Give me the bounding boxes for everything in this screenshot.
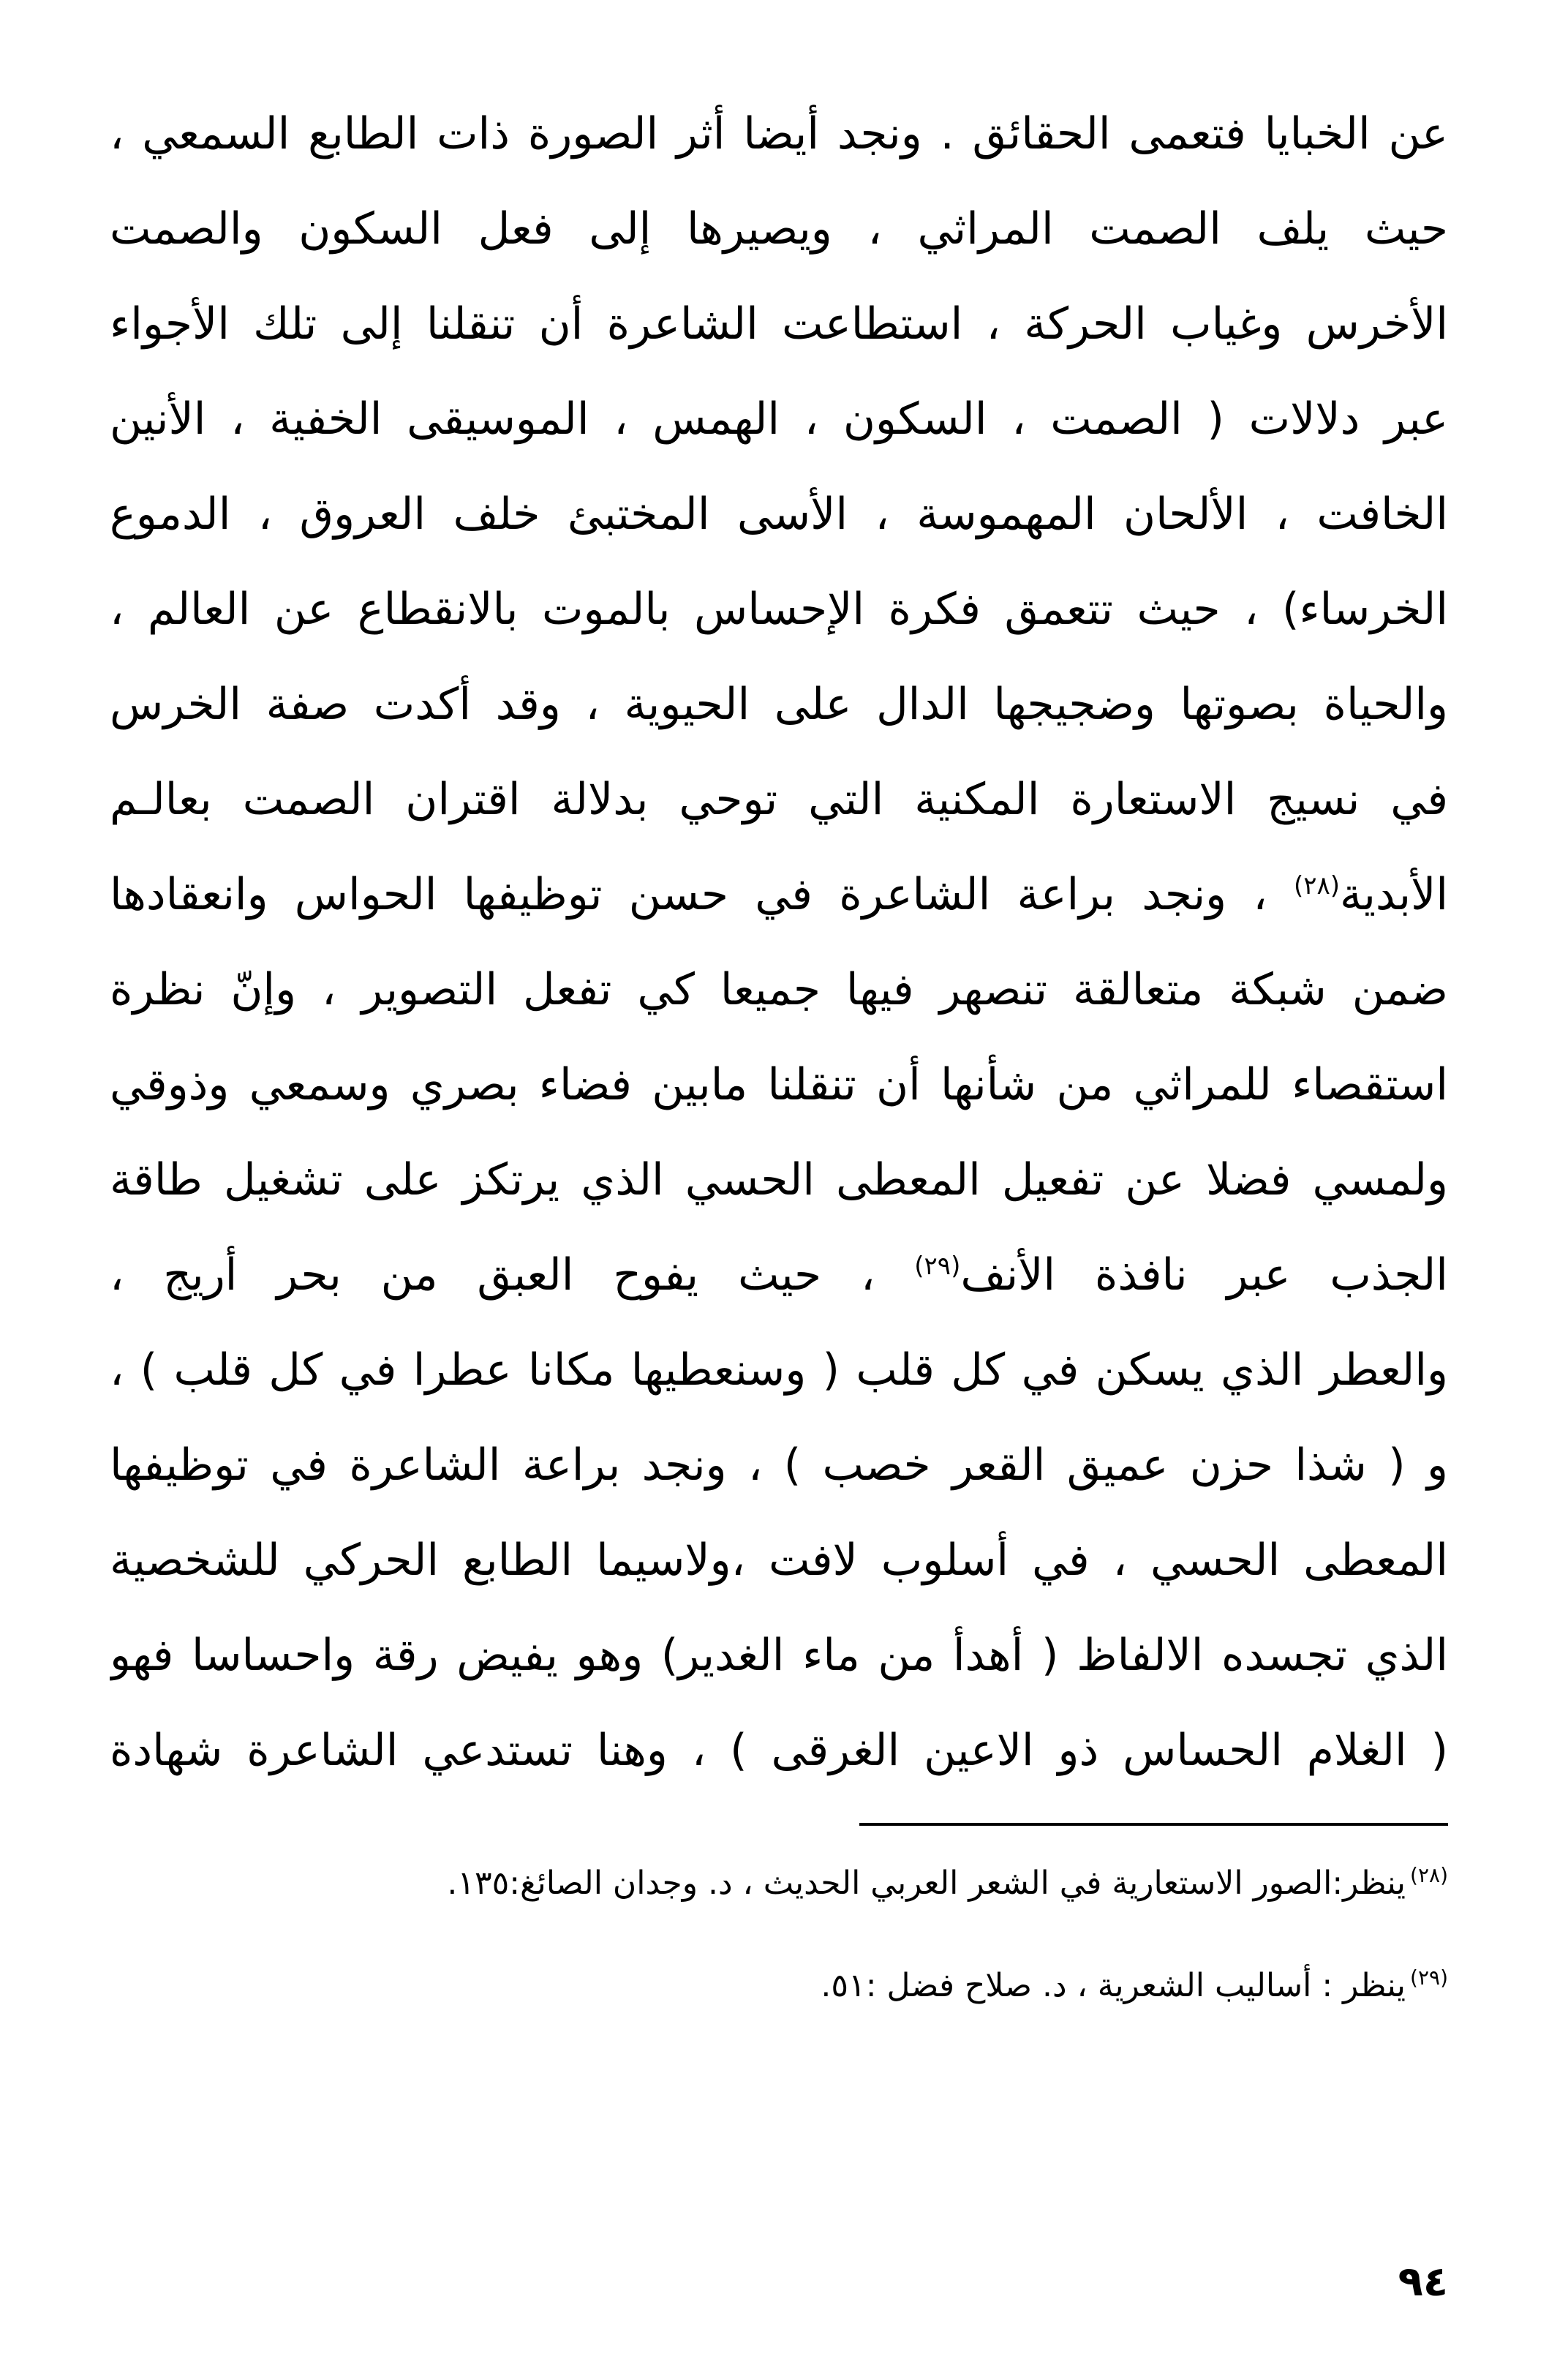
footnote-number: (٢٨) xyxy=(1410,1863,1448,1888)
text-line: و ( شذا حزن عميق القعر خصب ) ، ونجد براعة الشاعرة في توظيفها xyxy=(110,1440,1448,1491)
footnote-separator xyxy=(859,1823,1448,1826)
text-line: الخرساء) ، حيث تتعمق فكرة الإحساس بالموت بالانقطاع عن العالم ، xyxy=(110,584,1448,635)
text-line: عبر دلالات ( الصمت ، السكون ، الهمس ، الموسيقى الخفية ، الأنين xyxy=(110,394,1448,445)
footnote-text: ينظر:الصور الاستعارية في الشعر العربي الحديث ، د. وجدان الصائغ:١٣٥. xyxy=(447,1865,1406,1902)
text-line: والحياة بصوتها وضجيجها الدال على الحيوية ، وقد أكدت صفة الخرس xyxy=(110,679,1448,730)
footnotes xyxy=(110,1854,1448,2015)
footnote-29 xyxy=(110,1957,1448,2015)
line-text-after-ref: ، حيث يفوح العبق من بحر أريج ، xyxy=(110,1249,915,1301)
text-line: والعطر الذي يسكن في كل قلب ( وسنعطيها مكانا عطرا في كل قلب ) ، xyxy=(110,1344,1448,1396)
footnote-reference[interactable]: (٢٨) xyxy=(1293,871,1341,900)
text-line: ضمن شبكة متعالقة تنصهر فيها جميعا كي تفعل التصوير ، وإنّ نظرة xyxy=(110,964,1448,1015)
line-text-before-ref: الجذب عبر نافذة الأنف xyxy=(960,1249,1448,1301)
footnote-text: ينظر : أساليب الشعرية ، د. صلاح فضل :٥١. xyxy=(821,1967,1406,2004)
body-text xyxy=(110,86,1448,1798)
footnote-number: (٢٩) xyxy=(1410,1965,1448,1990)
text-line-with-footnote-ref xyxy=(110,1227,1448,1323)
text-line: استقصاء للمراثي من شأنها أن تنقلنا مابين فضاء بصري وسمعي وذوقي xyxy=(110,1059,1448,1110)
text-line: المعطى الحسي ، في أسلوب لافت ،ولاسيما الطابع الحركي للشخصية xyxy=(110,1535,1448,1586)
line-text-after-ref: ، ونجد براعة الشاعرة في حسن توظيفها الحواس وانعقادها xyxy=(110,869,1294,920)
text-line-with-footnote-ref xyxy=(110,847,1448,942)
text-line: الخافت ، الألحان المهموسة ، الأسى المختبئ خلف العروق ، الدموع xyxy=(110,489,1448,540)
footnote-reference[interactable]: (٢٩) xyxy=(914,1252,961,1281)
footnote-28 xyxy=(110,1854,1448,1913)
text-line: ولمسي فضلا عن تفعيل المعطى الحسي الذي يرتكز على تشغيل طاقة xyxy=(110,1154,1448,1205)
line-text-before-ref: الأبدية xyxy=(1340,869,1448,920)
text-line: الذي تجسده الالفاظ ( أهدأ من ماء الغدير) وهو يفيض رقة واحساسا فهو xyxy=(110,1630,1448,1681)
text-line: ( الغلام الحساس ذو الاعين الغرقى ) ، وهنا تستدعي الشاعرة شهادة xyxy=(110,1725,1448,1776)
text-line: حيث يلف الصمت المراثي ، ويصيرها إلى فعل السكون والصمت xyxy=(110,203,1448,255)
text-line: الأخرس وغياب الحركة ، استطاعت الشاعرة أن تنقلنا إلى تلك الأجواء xyxy=(110,298,1448,350)
page-number: ٩٤ xyxy=(1398,2258,1448,2306)
text-line: عن الخبايا فتعمى الحقائق . ونجد أيضا أثر الصورة ذات الطابع السمعي ، xyxy=(110,108,1448,159)
text-line: في نسيج الاستعارة المكنية التي توحي بدلالة اقتران الصمت بعالـم xyxy=(110,774,1448,825)
